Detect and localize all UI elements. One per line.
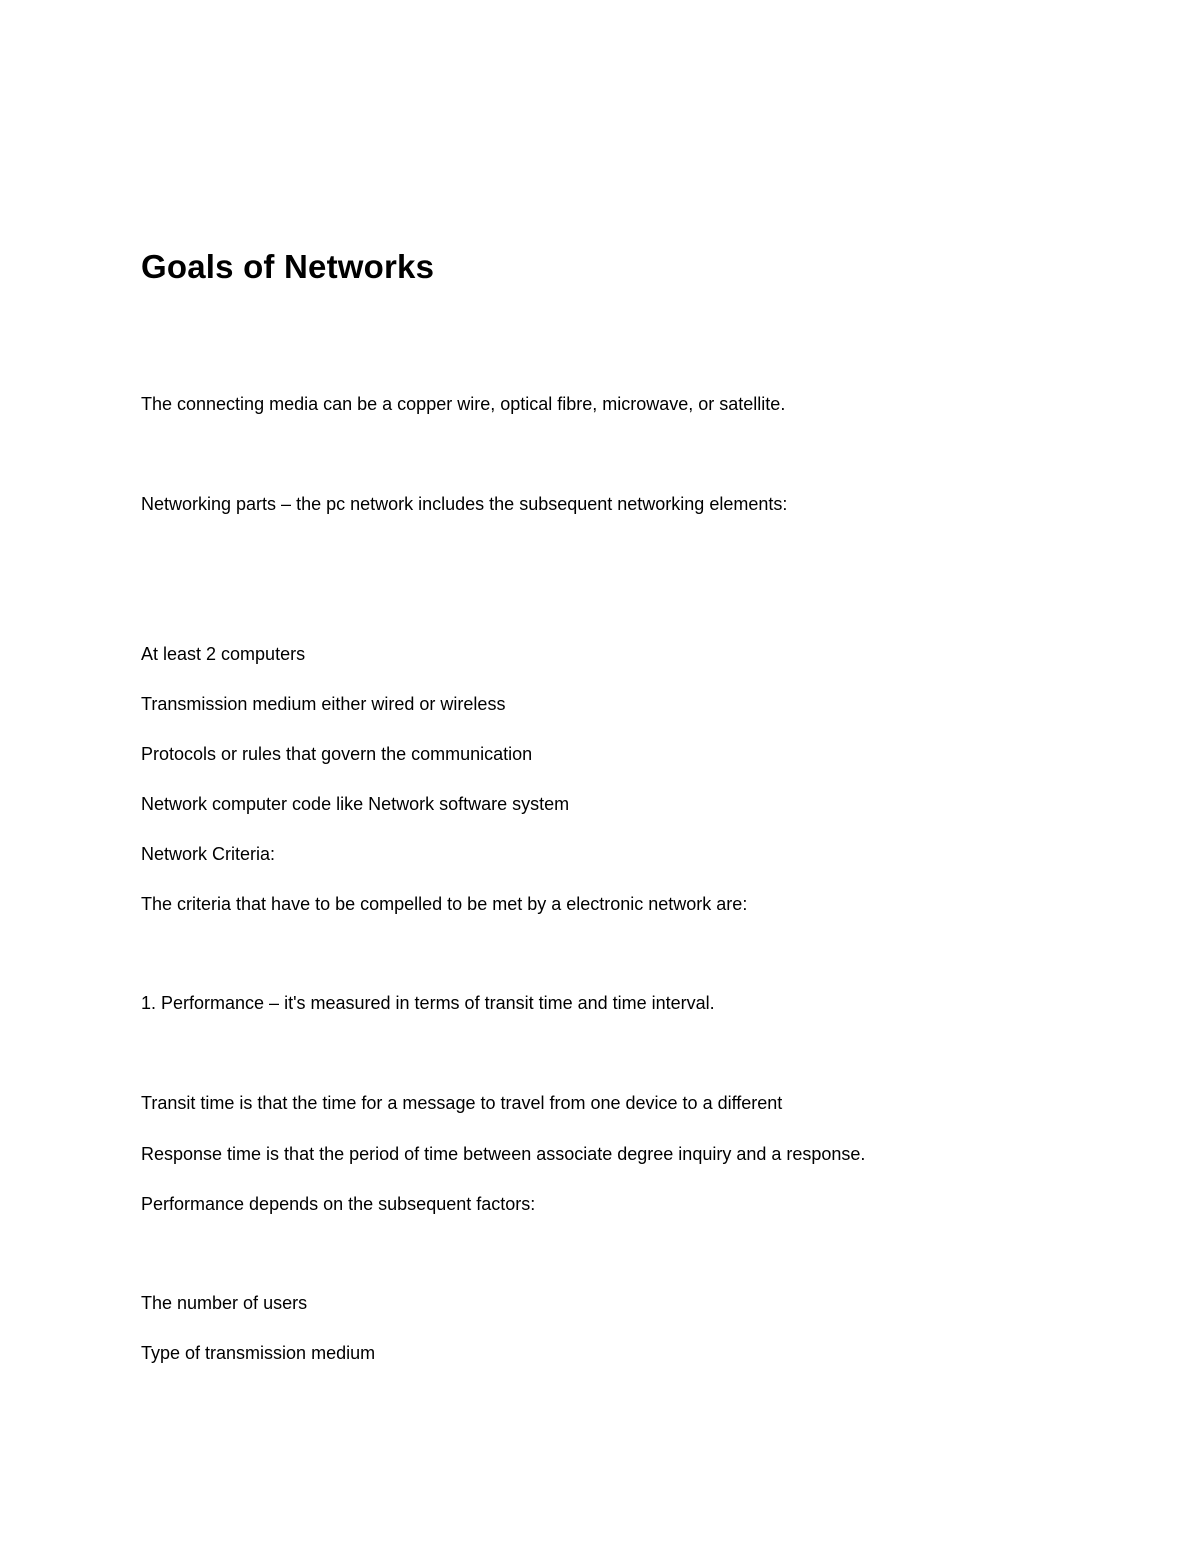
paragraph-response-time: Response time is that the period of time between associate degree inquiry and a response. [141,1144,866,1164]
paragraph-transit-time: Transit time is that the time for a message to travel from one device to a different [141,1093,783,1113]
paragraph-performance-factors: Performance depends on the subsequent factors: [141,1194,536,1214]
list-item: Protocols or rules that govern the communication [141,744,533,764]
paragraph-connecting-media: The connecting media can be a copper wire, optical fibre, microwave, or satellite. [141,394,786,414]
section-heading-network-criteria: Network Criteria: [141,844,276,864]
list-item: Type of transmission medium [141,1343,376,1363]
list-item: Network computer code like Network software system [141,794,570,814]
list-item: The number of users [141,1293,308,1313]
list-item: At least 2 computers [141,644,306,664]
page-title: Goals of Networks [141,248,435,285]
paragraph-networking-parts: Networking parts – the pc network includes the subsequent networking elements: [141,494,788,514]
paragraph-criteria-intro: The criteria that have to be compelled to be met by a electronic network are: [141,894,748,914]
numbered-item-performance: 1. Performance – it's measured in terms of transit time and time interval. [141,993,715,1013]
list-item: Transmission medium either wired or wireless [141,694,506,714]
